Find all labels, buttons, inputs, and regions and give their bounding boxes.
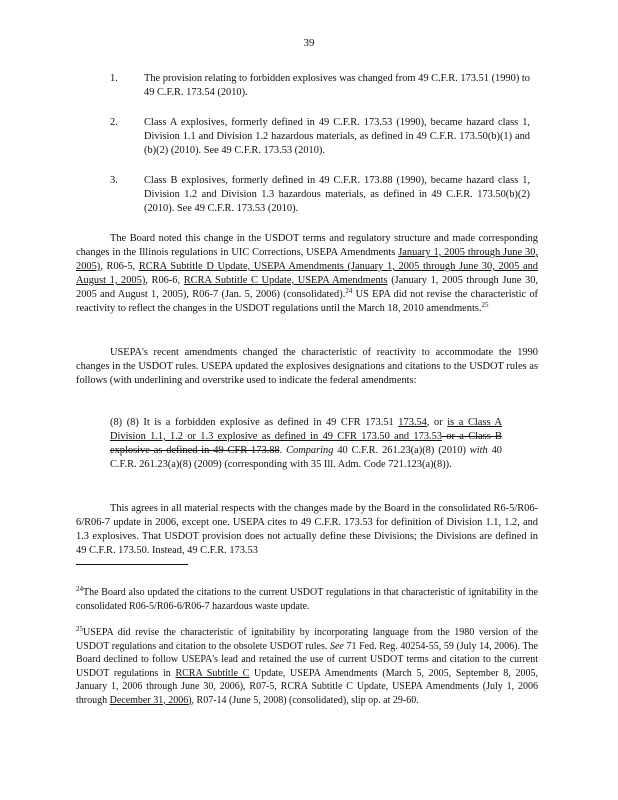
underlined-text: 173.54 [398, 417, 427, 428]
struck-text: or a Class B explosive as defined in 49 CFR 173.88 [110, 431, 502, 456]
footnote-ref-24: 24 [345, 287, 353, 295]
list-text: Class A explosives, formerly defined in 49 C.F.R. 173.53 (1990), became hazard class 1, Division 1.1 and Division 1.2 hazardous materials, as defined in 49 C.F.R. 173.50(b)(1) and (b)(2) (2010). See 49 C.F.R. 173.53 (2010). [144, 117, 530, 156]
footnote-number: 25 [76, 625, 83, 633]
list-number: 3. [110, 175, 118, 186]
footnote-separator [76, 564, 188, 565]
footnote-25: $^{25}$USEPA did revise the characteristic of ignitability by incorporating language from the 1980 version of the USDOT regulations and citation to the obsolete USDOT rules. See 71 Fed. Reg. 40254-55, 59 (July 14, 2006). The Board declined to follow USEPA's lead and retained the use of current USDOT terms and citation to the current USDOT regulations in RCRA Subtitle C Update, USEPA Amendments (March 5, 2005, September 8, 2005, January 1, 2006 through June 30, 2006), R07-5, RCRA Subtitle C Update, USEPA Amendments (July 1, 2006 through December 31, 2006), R07-14 (June 5, 2008) (consolidated), slip op. at 29-60. [76, 625, 538, 706]
list-number: 2. [110, 117, 118, 128]
list-number: 1. [110, 73, 118, 84]
paragraph-board-noted: The Board noted this change in the USDOT terms and regulatory structure and made corresponding changes in the Illinois regulations in UIC Corrections, USEPA Amendments January 1, 2005 through June 30, 2005), R06-5, RCRA Subtitle D Update, USEPA Amendments (January 1, 2005 through June 30, 2005 and August 1, 2005), R06-6, RCRA Subtitle C Update, USEPA Amendments (January 1, 2005 through June 30, 2005 and August 1, 2005), R06-7 (Jan. 5, 2006) (consolidated).$^{24}$ US EPA did not revise the characteristic of reactivity to reflect the changes in the USDOT regulations until the March 18, 2010 amendments.$^{25}$ [76, 233, 538, 314]
underlined-text: January 1, 2005 through June 30, 2005) [76, 247, 538, 272]
underlined-text: RCRA Subtitle C Update, USEPA Amendments [183, 275, 388, 286]
block-quote-regulation: (8) (8) It is a forbidden explosive as defined in 49 CFR 173.51 173.54, or is a Class A Division 1.1, 1.2 or 1.3 explosive as defined in 49 CFR 173.50 and 173.53 or a Class B explosive as defined in 49 CFR 173.88. Comparing 40 C.F.R. 261.23(a)(8) (2010) with 40 C.F.R. 261.23(a)(8) (2009) (corresponding with 35 Ill. Adm. Code 721.123(a)(8)). [110, 417, 502, 470]
list-text: The provision relating to forbidden explosives was changed from 49 C.F.R. 173.51 (1990) to 49 C.F.R. 173.54 (2010). [144, 73, 530, 98]
page-number: 39 [303, 37, 315, 49]
paragraph-agrees: This agrees in all material respects with the changes made by the Board in the consolidated R6-5/R06-6/R06-7 update in 2006, except one. USEPA cites to 49 C.F.R. 173.53 for definition of Division 1.1, 1.2, and 1.3 explosives. That USDOT provision does not actually define these Divisions; the Divisions are defined in 49 C.F.R. 173.50. Instead, 49 C.F.R. 173.53 [76, 503, 538, 556]
footnote-number: 24 [76, 585, 83, 593]
footnote-ref-25: 25 [481, 301, 489, 309]
list-text: Class B explosives, formerly defined in 49 C.F.R. 173.88 (1990), became hazard class 1, Division 1.2 and Division 1.3 hazardous materials, as defined in 49 C.F.R. 173.50(b)(2) (2010). See 49 C.F.R. 173.53 (2010). [144, 175, 530, 214]
underlined-text: RCRA Subtitle D Update, USEPA Amendments (January 1, 2005 through June 30, 2005 and August 1, 2005) [76, 261, 538, 286]
underlined-text: is a Class A Division 1.1, 1.2 or 1.3 explosive as defined in 49 CFR 173.50 and 173.53 [110, 417, 502, 442]
footnote-24: $^{24}$The Board also updated the citations to the current USDOT regulations in that characteristic of ignitability in the consolidated R06-5/R06-6/R06-7 hazardous waste update. [76, 585, 538, 612]
underlined-text: December 31, 2006) [109, 694, 192, 706]
paragraph-usepa-amendments: USEPA's recent amendments changed the characteristic of reactivity to accommodate the 1990 changes in the USDOT rules. USEPA updated the explosives designations and citations to the USDOT rules as follows (with underlining and overstrike used to indicate the federal amendments: [76, 347, 538, 386]
underlined-text: RCRA Subtitle C [175, 667, 250, 679]
